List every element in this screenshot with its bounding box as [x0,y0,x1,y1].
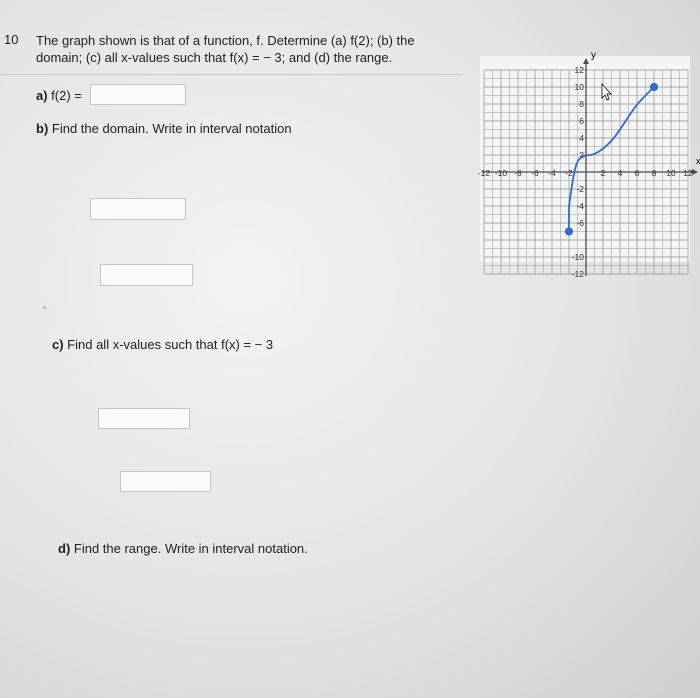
part-b-answer-input-2[interactable] [100,264,193,286]
y-tick-label: -2 [576,184,584,194]
part-d-prefix: d) [58,541,71,556]
x-tick-label: 12 [683,168,693,178]
x-tick-label: -12 [477,168,491,178]
part-c-prefix: c) [52,337,64,352]
y-tick-label: -12 [571,269,584,279]
part-a-label [36,88,82,103]
part-a-text: f(2) = [47,88,82,103]
x-tick-label: -4 [548,168,556,178]
x-axis-arrow [692,169,698,175]
y-axis-label: y [591,50,596,61]
part-d-label [58,541,308,556]
y-tick-label: 4 [579,133,584,143]
part-a-answer-input[interactable] [90,84,186,105]
part-b-label [36,121,292,136]
part-b-answer-input-1[interactable] [90,198,186,220]
x-tick-label: 2 [600,168,606,178]
part-c-text: Find all x-values such that f(x) = − 3 [63,337,274,352]
x-axis-label: x [696,156,700,166]
y-tick-label: -4 [576,201,584,211]
endpoint-dot [565,228,572,235]
y-tick-label: 12 [574,65,584,75]
x-tick-label: -2 [565,168,573,178]
x-tick-label: 6 [634,168,640,178]
x-tick-label: 10 [666,168,676,178]
divider [0,74,462,75]
x-tick-label: -8 [514,168,522,178]
part-b-text: Find the domain. Write in interval notation [48,121,292,136]
question-number: 10 [4,32,19,47]
part-c-answer-input-1[interactable] [98,408,190,429]
function-graph [476,30,700,279]
y-tick-label: 6 [579,116,584,126]
part-b-prefix: b) [36,121,49,136]
x-tick-label: -6 [531,168,539,178]
question-prompt: The graph shown is that of a function, f. Determine (a) f(2); (b) the domain; (c) all x-values such that f(x) = − 3; and (d) the range. [36,33,415,65]
y-tick-label: 10 [574,82,584,92]
stray-dot [43,306,46,309]
part-d-text: Find the range. Write in interval notation. [70,541,308,556]
x-tick-label: 4 [617,168,623,178]
x-tick-label: -10 [494,168,508,178]
endpoint-dot [650,83,657,90]
y-tick-label: -10 [571,252,584,262]
y-tick-label: 2 [579,150,584,160]
y-tick-label: -6 [576,218,584,228]
part-a-prefix: a) [36,88,48,103]
y-tick-label: 8 [579,99,584,109]
x-tick-label: 8 [651,168,657,178]
part-c-answer-input-2[interactable] [120,471,211,492]
part-c-label [52,337,273,352]
